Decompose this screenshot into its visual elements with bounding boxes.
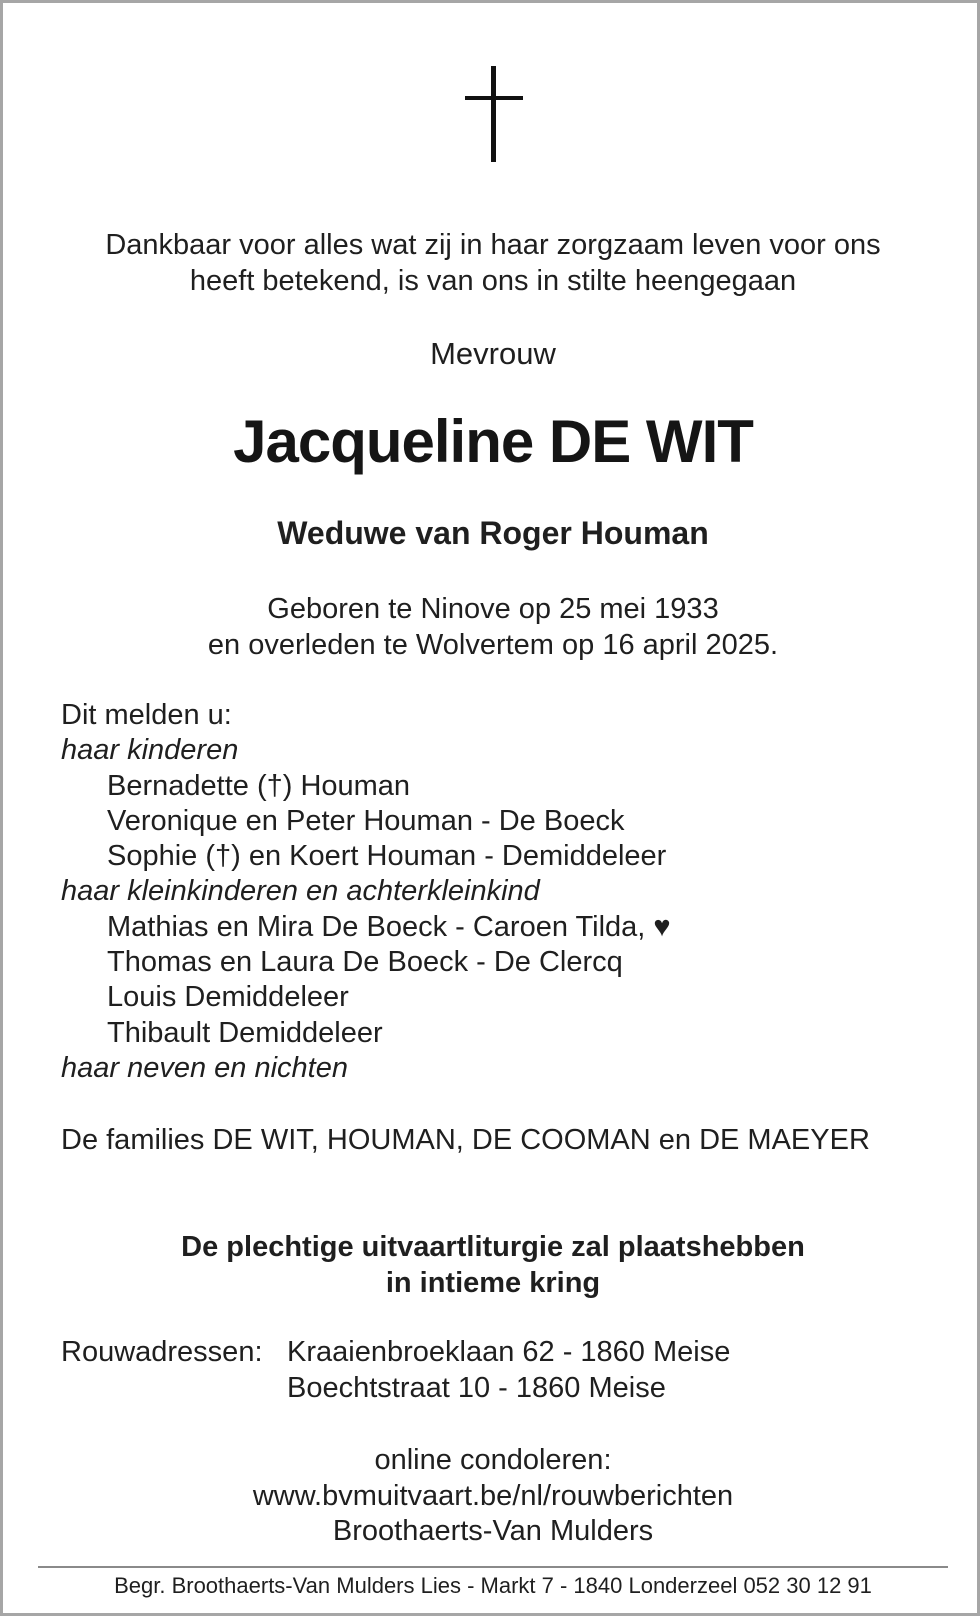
salutation: Mevrouw <box>430 336 556 371</box>
list-item: Thomas en Laura De Boeck - De Clercq <box>107 946 623 979</box>
mourning-addresses <box>61 1334 730 1406</box>
online-label: online condoleren: <box>374 1444 612 1476</box>
address-1: Kraaienbroeklaan 62 - 1860 Meise <box>287 1336 731 1368</box>
group-label: haar neven en nichten <box>61 1051 348 1084</box>
death-line: en overleden te Wolvertem op 16 april 2025. <box>207 629 779 661</box>
address-2: Boechtstraat 10 - 1860 Meise <box>287 1372 666 1404</box>
intro-text <box>3 227 980 299</box>
birth-line: Geboren te Ninove op 25 mei 1933 <box>267 593 719 625</box>
cross-icon <box>465 66 523 162</box>
announcement-heading: Dit melden u: <box>61 699 232 731</box>
list-item: Sophie (†) en Koert Houman - Demiddeleer <box>107 840 667 873</box>
intro-line-2: heeft betekend, is van ons in stilte heengegaan <box>189 265 797 297</box>
group-label: haar kinderen <box>61 734 239 767</box>
deceased-name: Jacqueline DE WIT <box>233 408 753 475</box>
list-item: Veronique en Peter Houman - De Boeck <box>107 804 625 837</box>
online-condolences <box>3 1443 980 1550</box>
ceremony-line-1: De plechtige uitvaartliturgie zal plaatshebben <box>181 1231 805 1263</box>
widow-of: Weduwe van Roger Houman <box>277 515 709 551</box>
divider <box>38 1566 948 1568</box>
families-line: De families DE WIT, HOUMAN, DE COOMAN en DE MAEYER <box>61 1124 870 1156</box>
life-dates <box>3 591 980 663</box>
list-item: Louis Demiddeleer <box>107 981 349 1014</box>
condolence-url[interactable]: www.bvmuitvaart.be/nl/rouwberichten <box>252 1479 734 1512</box>
list-item: Bernadette (†) Houman <box>107 769 411 802</box>
ceremony-notice <box>3 1229 980 1301</box>
intro-line-1: Dankbaar voor alles wat zij in haar zorgzaam leven voor ons <box>105 229 881 261</box>
list-item: Mathias en Mira De Boeck - Caroen Tilda, ♥ <box>107 910 671 943</box>
footer: Begr. Broothaerts-Van Mulders Lies - Markt 7 - 1840 Londerzeel 052 30 12 91 <box>114 1573 872 1598</box>
group-label: haar kleinkinderen en achterkleinkind <box>61 875 540 908</box>
announcement <box>61 698 671 1086</box>
list-item: Thibault Demiddeleer <box>107 1016 383 1049</box>
funeral-company: Broothaerts-Van Mulders <box>332 1515 654 1547</box>
ceremony-line-2: in intieme kring <box>385 1267 601 1299</box>
addresses-label: Rouwadressen: <box>61 1336 263 1368</box>
